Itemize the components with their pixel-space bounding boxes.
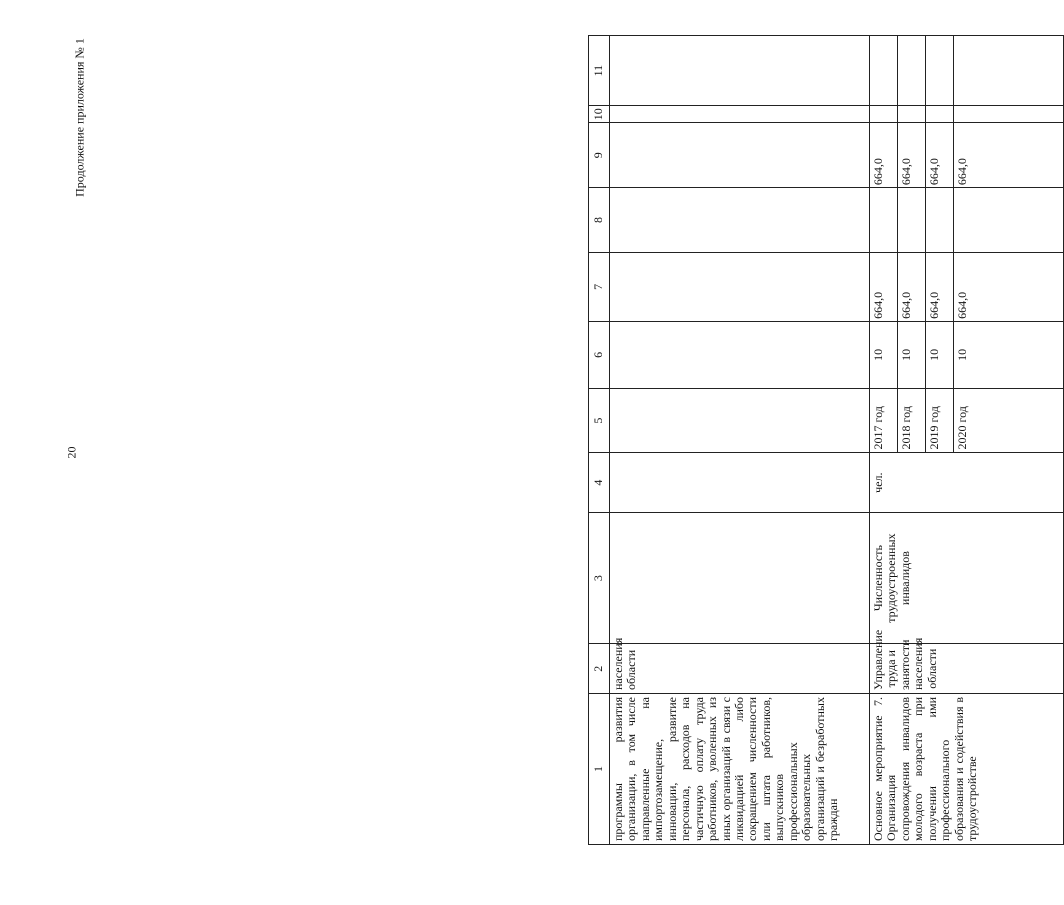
target-value: 10 [926,321,954,388]
executor: Управление труда и занятости населения области [870,644,1064,694]
funding-regional: 664,0 [870,123,898,188]
funding-regional: 664,0 [926,123,954,188]
year-cell: 2019 год [926,388,954,453]
target-value: 10 [954,321,1064,388]
funding-total: 664,0 [870,252,898,321]
unit: чел. [870,453,1064,512]
page-number: 20 [64,446,79,459]
target-value: 10 [870,321,898,388]
table-row [610,36,870,845]
column-header: 9 [589,123,610,188]
rotated-table-container [588,35,1060,845]
column-header: 6 [589,321,610,388]
funding-regional: 664,0 [954,123,1064,188]
column-header: 3 [589,512,610,644]
funding-total: 664,0 [898,252,926,321]
column-header: 7 [589,252,610,321]
year-cell: 2017 год [870,388,898,453]
column-header: 1 [589,694,610,845]
executor: населения области [610,644,870,694]
table-row [870,36,898,845]
funding-total: 664,0 [926,252,954,321]
year-cell: 2020 год [954,388,1064,453]
funding-regional: 664,0 [898,123,926,188]
column-header: 4 [589,453,610,512]
header-row [589,36,610,845]
column-header: 10 [589,106,610,123]
funding-total: 664,0 [954,252,1064,321]
indicator: Численность трудоустроенных инвалидов [870,512,1064,644]
activity-description: программы развития организации, в том числе направленные на импортозамещение, инновации, развитие персонала, расходов на частичную оплату труда работников, уволенных из иных организаций в связи с ликвидацией либо сокращением численности или штата работников, выпускников профессиональных образовательных организаций и безработных граждан [610,694,870,845]
column-header: 5 [589,388,610,453]
column-header: 8 [589,188,610,253]
column-header: 11 [589,36,610,106]
year-cell: 2018 год [898,388,926,453]
activity-description: Основное мероприятие 7. Организация сопровождения инвалидов молодого возраста при получении ими профессионального образования и содействия в трудоустройстве [870,694,1064,845]
column-header: 2 [589,644,610,694]
appendix-note: Продолжение приложения № 1 [72,38,87,197]
target-value: 10 [898,321,926,388]
program-table [588,35,1064,845]
